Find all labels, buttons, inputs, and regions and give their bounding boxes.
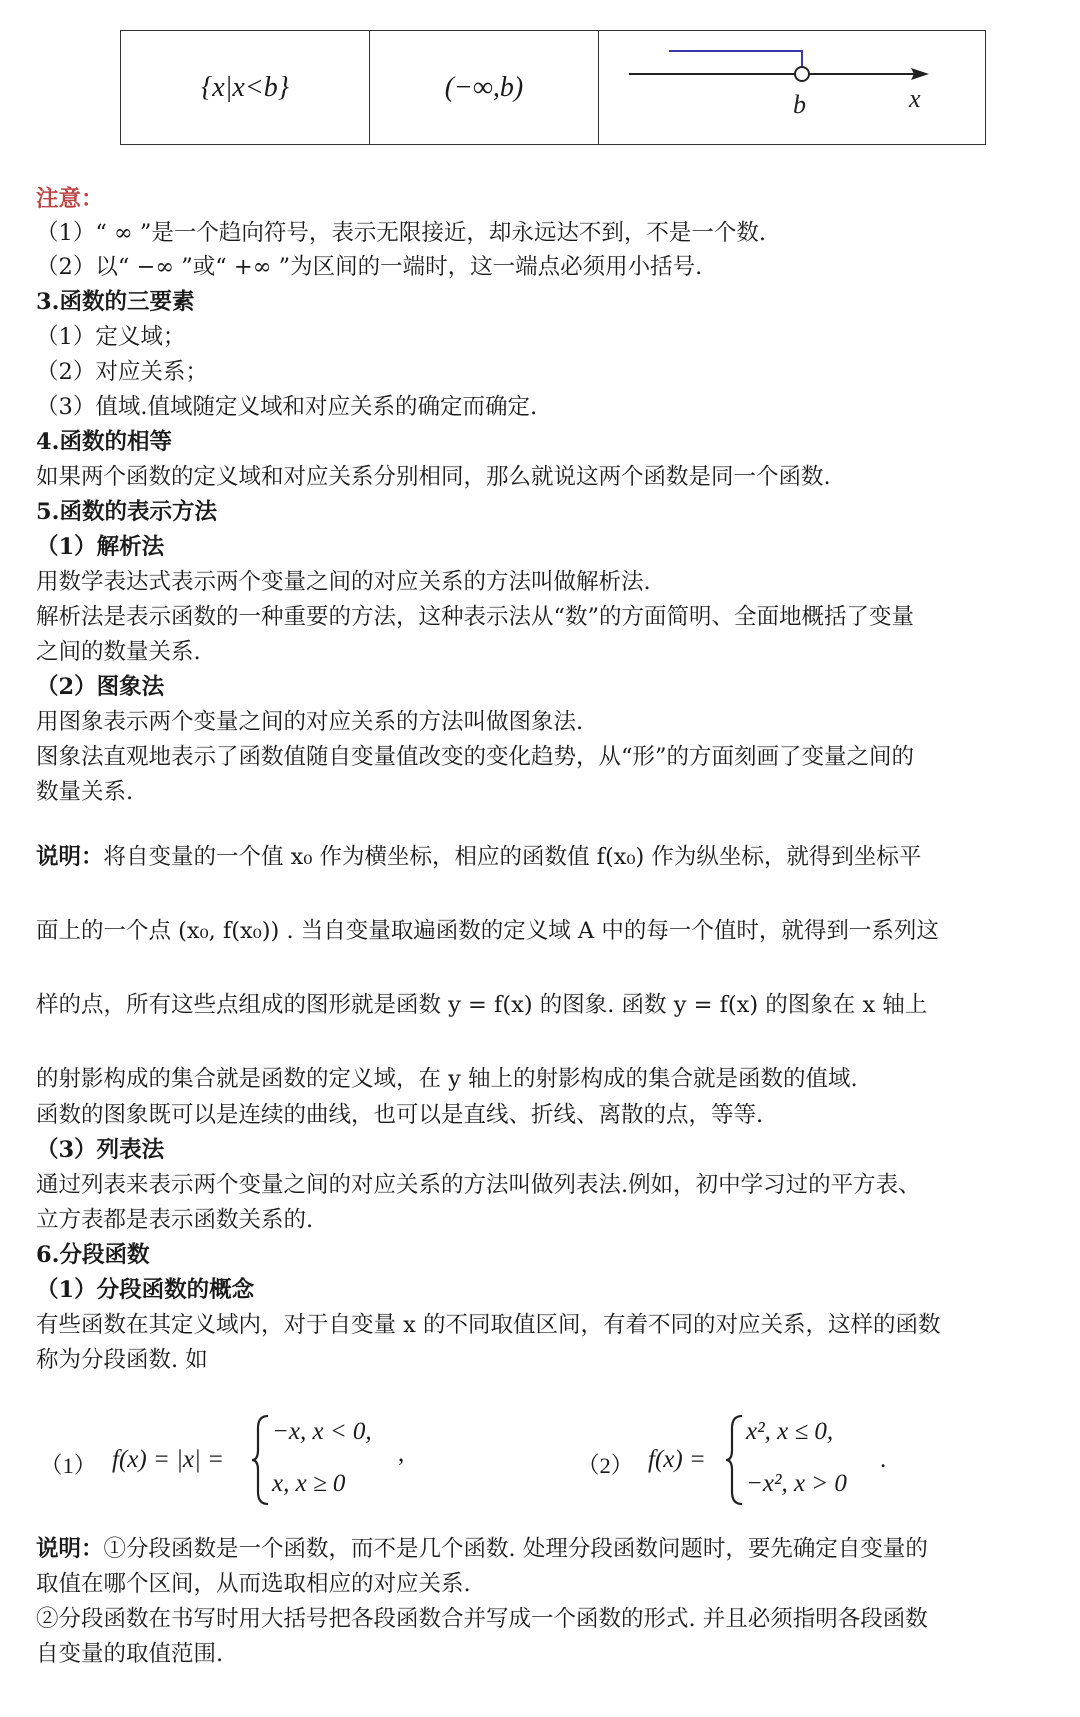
piecewise-body-1: 有些函数在其定义域内，对于自变量 x 的不同取值区间，有着不同的对应关系，这样的函数: [36, 1312, 941, 1338]
piecewise-note-text-1: ①分段函数是一个函数，而不是几个函数. 处理分段函数问题时，要先确定自变量的: [103, 1536, 928, 1562]
section-3-heading: 3.函数的三要素: [36, 289, 195, 315]
endpoint-label: b: [793, 90, 806, 119]
piecewise-concept-heading: （1）分段函数的概念: [36, 1277, 255, 1303]
method-3-body-1: 通过列表来表示两个变量之间的对应关系的方法叫做列表法.例如，初中学习过的平方表、: [36, 1172, 921, 1198]
formula-1-head: f(x) = |x| =: [112, 1446, 225, 1473]
formula-2-label: （2）: [577, 1453, 634, 1478]
note-item-1: （1）“ ∞ ”是一个趋向符号，表示无限接近，却永远达不到，不是一个数.: [36, 220, 767, 246]
method-1-heading: （1）解析法: [36, 534, 165, 560]
formula-1-brace-icon: [250, 1412, 272, 1508]
element-3: （3）值域.值域随定义域和对应关系的确定而确定.: [36, 394, 538, 420]
piecewise-note-3: ②分段函数在书写时用大括号把各段函数合并写成一个函数的形式. 并且必须指明各段函数: [36, 1606, 928, 1632]
graph-forms: 函数的图象既可以是连续的曲线，也可以是直线、折线、离散的点，等等.: [36, 1102, 764, 1128]
explain-line-2: 面上的一个点 (x₀, f(x₀)) . 当自变量取遍函数的定义域 A 中的每一个值时，就得到一系列这: [36, 918, 939, 944]
interval-cell: [370, 31, 599, 144]
method-1-body-1: 用数学表达式表示两个变量之间的对应关系的方法叫做解析法.: [36, 569, 651, 595]
note-item-2: （2）以“ −∞ ”或“ +∞ ”为区间的一端时，这一端点必须用小括号.: [36, 254, 703, 280]
open-endpoint: [795, 67, 809, 81]
element-2: （2）对应关系；: [36, 359, 208, 385]
formula-1-case-1: −x, x < 0,: [272, 1418, 372, 1445]
explain-line-3: 样的点，所有这些点组成的图形就是函数 y = f(x) 的图象. 函数 y = f(x) 的图象在 x 轴上: [36, 992, 928, 1018]
section-4-heading: 4.函数的相等: [36, 429, 172, 455]
section-5-heading: 5.函数的表示方法: [36, 499, 217, 525]
formula-2-case-2: −x², x > 0: [746, 1470, 847, 1497]
method-1-body-3: 之间的数量关系.: [36, 639, 201, 665]
explain-text-1: 将自变量的一个值 x₀ 作为横坐标，相应的函数值 f(x₀) 作为纵坐标，就得到坐标平: [103, 844, 922, 870]
piecewise-note-label: 说明：: [36, 1536, 104, 1562]
note-heading: 注意：: [36, 186, 104, 212]
explain-line-1: [36, 842, 921, 872]
formula-2-case-1: x², x ≤ 0,: [746, 1418, 834, 1445]
method-2-body-2: 图象法直观地表示了函数值随自变量值改变的变化趋势，从“形”的方面刻画了变量之间的: [36, 744, 915, 770]
method-2-body-3: 数量关系.: [36, 779, 134, 805]
piecewise-note-1: [36, 1534, 928, 1564]
set-notation-cell: [121, 31, 370, 144]
formula-1-case-2: x, x ≥ 0: [272, 1470, 346, 1497]
section-4-body: 如果两个函数的定义域和对应关系分别相同，那么就说这两个函数是同一个函数.: [36, 464, 831, 490]
method-1-body-2: 解析法是表示函数的一种重要的方法，这种表示法从“数”的方面简明、全面地概括了变量: [36, 604, 915, 630]
formula-2-tail: .: [880, 1446, 887, 1473]
method-3-heading: （3）列表法: [36, 1137, 165, 1163]
method-2-heading: （2）图象法: [36, 674, 165, 700]
axis-label: x: [909, 84, 921, 113]
ray-bracket: [669, 51, 802, 67]
set-notation: {x|x<b}: [201, 71, 289, 103]
piecewise-note-4: 自变量的取值范围.: [36, 1641, 224, 1667]
piecewise-body-2: 称为分段函数. 如: [36, 1347, 208, 1373]
number-line-cell: [599, 31, 985, 144]
interval-table-row: [120, 30, 986, 145]
formula-1-label: （1）: [40, 1453, 97, 1478]
section-6-heading: 6.分段函数: [36, 1242, 150, 1268]
formula-2-head: f(x) =: [648, 1446, 706, 1473]
element-1: （1）定义域；: [36, 324, 186, 350]
method-2-body-1: 用图象表示两个变量之间的对应关系的方法叫做图象法.: [36, 709, 584, 735]
explain-label: 说明：: [36, 844, 104, 870]
method-3-body-2: 立方表都是表示函数关系的.: [36, 1207, 314, 1233]
number-line: [599, 31, 979, 143]
formula-2-brace-icon: [724, 1412, 746, 1508]
interval-notation: (−∞,b): [444, 71, 524, 103]
piecewise-note-2: 取值在哪个区间，从而选取相应的对应关系.: [36, 1571, 471, 1597]
formula-1-tail: ,: [398, 1440, 405, 1467]
explain-line-4: 的射影构成的集合就是函数的定义域，在 y 轴上的射影构成的集合就是函数的值域.: [36, 1066, 858, 1092]
